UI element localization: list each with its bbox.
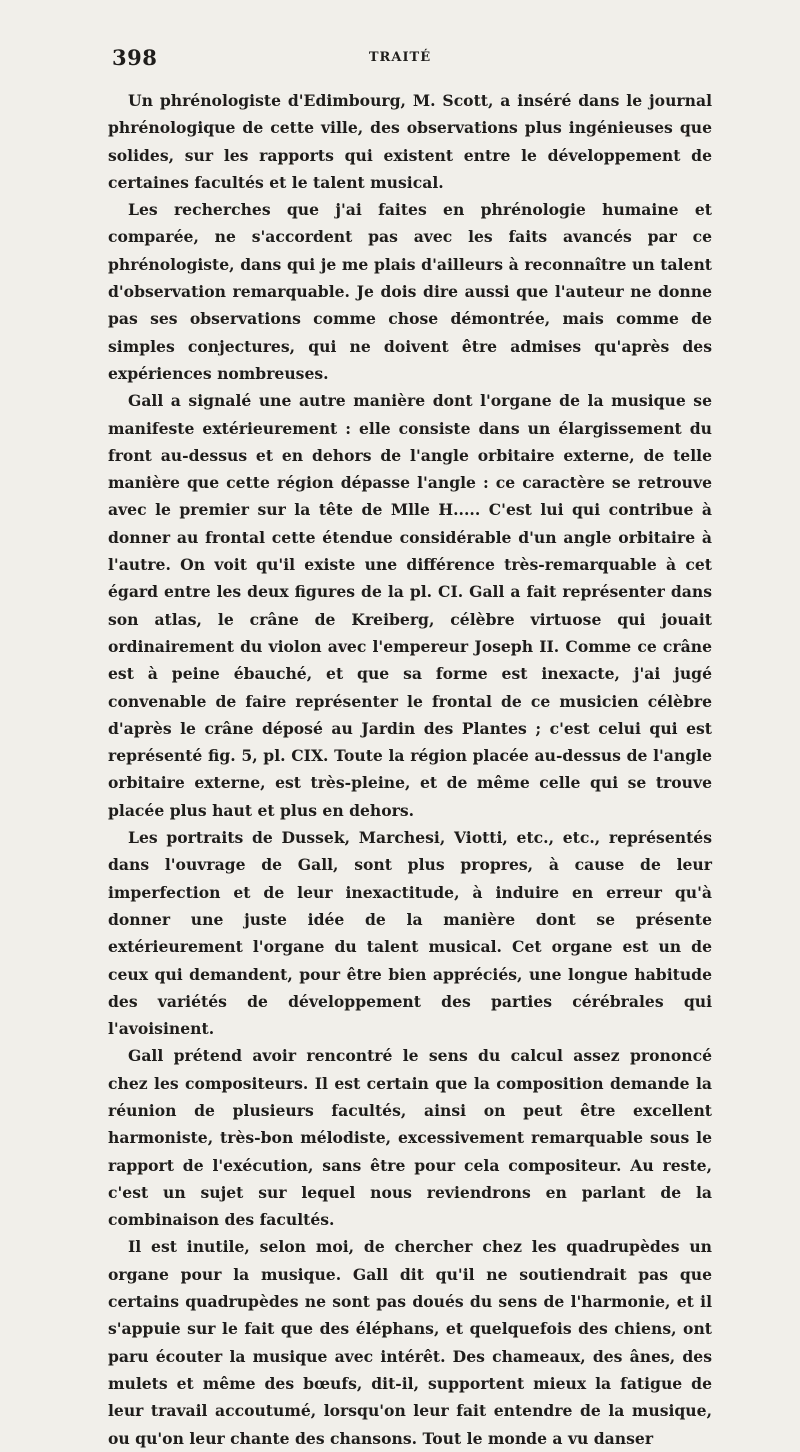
page-number: 398 bbox=[112, 45, 158, 70]
paragraph: Gall prétend avoir rencontré le sens du calcul assez prononcé chez les compositeurs. Il est certain que la composition demande la réunion de plusieurs facultés, ainsi on peut être excellent harmoniste, très-bon mélodiste, excessivement remarquable sous le rapport de l'exécution, sans être pour cela compositeur. Au reste, c'est un sujet sur lequel nous reviendrons en parlant de la combinaison des facultés. bbox=[108, 1046, 712, 1230]
paragraph: Les recherches que j'ai faites en phrénologie humaine et comparée, ne s'accordent pas avec les faits avancés par ce phrénologiste, dans qui je me plais d'ailleurs à reconnaître un talent d'observation remarquable. Je dois dire aussi que l'auteur ne donne pas ses observations comme chose démontrée, mais comme de simples conjectures, qui ne doivent être admises qu'après des expériences nombreuses. bbox=[108, 200, 712, 383]
running-title: TRAITÉ bbox=[368, 50, 432, 65]
paragraph: Un phrénologiste d'Edimbourg, M. Scott, a inséré dans le journal phrénologique de cette ville, des observations plus ingénieuses que solides, sur les rapports qui existent entre le développement de certaines facultés et le talent musical. bbox=[108, 91, 712, 192]
paragraph: Les portraits de Dussek, Marchesi, Viotti, etc., etc., représentés dans l'ouvrage de Gall, sont plus propres, à cause de leur imperfection et de leur inexactitude, à induire en erreur qu'à donner une juste idée de la manière dont se présente extérieurement l'organe du talent musical. Cet organe est un de ceux qui demandent, pour être bien appréciés, une longue habitude des variétés de développement des parties cérébrales qui l'avoisinent. bbox=[108, 828, 712, 1039]
paragraph: Il est inutile, selon moi, de chercher chez les quadrupèdes un organe pour la musique. Gall dit qu'il ne soutiendrait pas que certains quadrupèdes ne sont pas doués du sens de l'harmonie, et il s'appuie sur le fait que des éléphans, et quelquefois des chiens, ont paru écouter la musique avec intérêt. Des chameaux, des ânes, des mulets et même des bœufs, dit-il, supportent mieux la fatigue de leur travail accoutumé, lorsqu'on leur fait entendre de la musique, ou qu'on leur chante des chansons. Tout le monde a vu danser bbox=[108, 1237, 712, 1448]
body-text bbox=[108, 87, 712, 1452]
paragraph: Gall a signalé une autre manière dont l'organe de la musique se manifeste extérieurement : elle consiste dans un élargissement du front au-dessus et en dehors de l'angle orbitaire externe, de telle manière que cette région dépasse l'angle : ce caractère se retrouve avec le premier sur la tête de Mlle H..... C'est lui qui contribue à donner au frontal cette étendue considérable d'un angle orbitaire à l'autre. On voit qu'il existe une différence très-remarquable à cet égard entre les deux figures de la pl. CI. Gall a fait représenter dans son atlas, le crâne de Kreiberg, célèbre virtuose qui jouait ordinairement du violon avec l'empereur Joseph II. Comme ce crâne est à peine ébauché, et que sa forme est inexacte, j'ai jugé convenable de faire représenter le frontal de ce musicien célèbre d'après le crâne déposé au Jardin des Plantes ; c'est celui qui est représenté fig. 5, pl. CIX. Toute la région placée au-dessus de l'angle orbitaire externe, est très-pleine, et de même celle qui se trouve placée plus haut et plus en dehors. bbox=[108, 391, 712, 820]
